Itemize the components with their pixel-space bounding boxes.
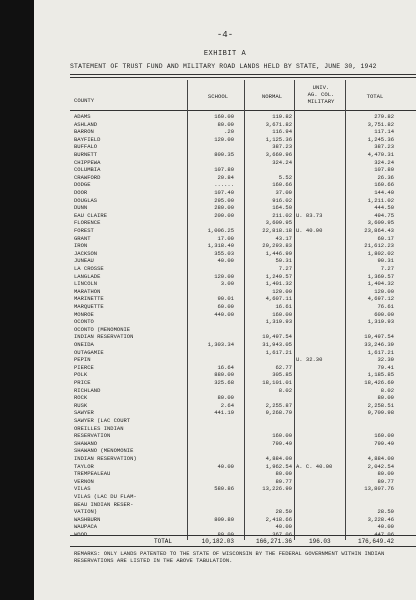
table-row [34, 159, 416, 167]
normal-value: 80.00 [275, 470, 292, 478]
remarks: REMARKS: ONLY LANDS PATENTED TO THE STATE OF WISCONSIN BY THE FEDERAL GOVERNMENT WITHIN INDIAN RESERVATIONS ARE LISTED IN THE ABOVE TABULATION. [74, 550, 385, 564]
total-value: 10,497.54 [364, 333, 394, 341]
top-rule [70, 74, 416, 75]
county-name: JUNEAU [74, 257, 94, 265]
total-value: 3,751.82 [367, 120, 394, 128]
table-row [34, 356, 416, 364]
total-value: 1,404.32 [367, 280, 394, 288]
county-name: POLK [74, 371, 88, 379]
total-value: 21,612.23 [364, 242, 394, 250]
normal-value: 4,884.00 [265, 455, 292, 462]
county-name: DUNN [74, 204, 88, 212]
totals-normal: 166,271.36 [255, 538, 292, 545]
normal-value: 1,319.93 [265, 318, 292, 326]
table-row [34, 166, 416, 174]
header-school: SCHOOL [207, 93, 229, 100]
total-value: 1,369.57 [367, 272, 394, 280]
county-name: BARRON [74, 128, 94, 136]
county-name: PEPIN [74, 356, 91, 364]
county-name: FOREST [74, 227, 94, 234]
table-row [34, 227, 416, 235]
school-value: 20.84 [217, 173, 234, 181]
exhibit-title: EXHIBIT A [203, 50, 247, 58]
normal-value: 1,617.21 [265, 348, 292, 356]
table-row [34, 318, 416, 326]
normal-value: 120.00 [272, 287, 292, 295]
school-value: 107.80 [214, 166, 234, 174]
header-rule [70, 110, 416, 111]
table-row [34, 128, 416, 136]
school-value: 60.00 [217, 303, 234, 310]
table-row [34, 387, 416, 395]
county-name: BUFFALO [74, 143, 98, 151]
top-rule-double [70, 77, 416, 78]
school-value: 295.00 [214, 196, 234, 204]
table-row [34, 121, 416, 129]
total-value: 387.23 [374, 143, 394, 151]
statement-title: STATEMENT OF TRUST FUND AND MILITARY ROAD LANDS HELD BY STATE, JUNE 30, 1942 [70, 63, 377, 70]
normal-value: 1,249.57 [265, 272, 292, 280]
header-total: TOTAL [366, 93, 384, 100]
table-row [34, 432, 416, 440]
header-county: COUNTY [74, 97, 95, 104]
county-name: WASHBURN [74, 515, 101, 523]
table-row [34, 333, 416, 341]
table-row [34, 508, 416, 516]
table-row [34, 523, 416, 531]
school-value: 800.35 [214, 151, 234, 158]
school-value: 3.00 [220, 280, 234, 288]
table-row [34, 455, 416, 463]
table-row [34, 113, 416, 121]
normal-value: 164.50 [272, 204, 292, 212]
table-row [34, 485, 416, 493]
table-row [34, 447, 416, 455]
total-value: 33,246.39 [364, 341, 394, 348]
normal-value: 89.77 [275, 477, 292, 485]
school-value: 355.03 [214, 249, 234, 257]
table-row [34, 280, 416, 288]
normal-value: 62.77 [275, 363, 292, 371]
normal-value: 9,268.79 [265, 409, 292, 417]
school-value: 80.00 [217, 394, 234, 402]
normal-value: 7.27 [278, 265, 292, 272]
normal-value: 1,446.99 [265, 249, 292, 257]
normal-value: 22,818.18 [262, 227, 292, 234]
table-row [34, 257, 416, 265]
total-value: 89.77 [377, 477, 394, 485]
county-name: WAUPACA [74, 523, 98, 531]
total-value: 4,470.31 [367, 151, 394, 158]
county-name: TAYLOR [74, 462, 94, 470]
total-value: 18,426.69 [364, 379, 394, 386]
table-row [34, 295, 416, 303]
header-univ [296, 84, 346, 105]
school-value: 441.19 [214, 409, 234, 417]
total-value: 117.14 [374, 128, 394, 136]
normal-value: 160.00 [272, 432, 292, 440]
normal-value: 3,671.82 [265, 120, 292, 128]
totals-univ: 196.03 [309, 538, 331, 545]
table-row [34, 402, 416, 410]
table-row [34, 409, 416, 417]
total-value: 1,245.36 [367, 135, 394, 143]
school-value: 440.00 [214, 310, 234, 318]
total-value: 1,319.93 [367, 318, 394, 326]
totals-school: 10,182.03 [201, 538, 234, 545]
school-value: 880.00 [214, 371, 234, 379]
total-value: 32.30 [377, 356, 394, 364]
total-value: 600.00 [374, 310, 394, 318]
normal-value: 160.66 [272, 181, 292, 189]
totals-label: TOTAL [154, 538, 173, 545]
total-value: 279.82 [374, 113, 394, 120]
county-name: BAYFIELD [74, 135, 101, 143]
normal-value: 13,226.90 [262, 485, 292, 493]
total-value: 13,807.76 [364, 485, 394, 493]
table-row [34, 219, 416, 227]
total-value: 26.36 [377, 173, 394, 181]
total-value: 160.66 [374, 181, 394, 189]
school-value: 1,303.34 [207, 341, 234, 348]
header-univ-line3: MILITARY [307, 98, 335, 105]
table-row [34, 326, 416, 334]
county-name: VATION) [74, 508, 98, 516]
normal-value: 3,609.95 [265, 219, 292, 227]
county-name: CHIPPEWA [74, 158, 101, 166]
county-name: RUSK [74, 401, 88, 409]
total-value: 160.00 [374, 432, 394, 440]
table-row [34, 493, 416, 501]
total-value: 1,211.02 [367, 196, 394, 204]
total-value: 28.50 [377, 508, 394, 516]
county-name: MARINETTE [74, 295, 104, 303]
totals-total: 176,649.42 [357, 538, 394, 545]
school-value: 80.00 [217, 120, 234, 128]
school-value: 1,006.25 [207, 227, 234, 234]
county-name: SHAWANO (MENOMONIE [74, 447, 134, 455]
school-value: 325.68 [214, 379, 234, 386]
total-value: 324.24 [374, 158, 394, 166]
county-name: MARQUETTE [74, 303, 104, 310]
normal-value: 4,607.11 [265, 295, 292, 303]
county-name: RICHLAND [74, 386, 101, 394]
normal-value: 10,497.54 [262, 333, 292, 341]
document-page [34, 0, 416, 600]
total-value: 107.80 [374, 166, 394, 174]
table-row [34, 288, 416, 296]
normal-value: 8.02 [278, 386, 292, 394]
normal-value: 1,962.54 [265, 462, 292, 470]
table-row [34, 478, 416, 486]
table-row [34, 349, 416, 357]
county-name: ADAMS [74, 113, 91, 120]
normal-value: 2,418.66 [265, 515, 292, 523]
total-value: 80.00 [377, 394, 394, 402]
county-name: BEAU INDIAN RESER- [74, 500, 134, 508]
county-name: VILAS [74, 485, 91, 493]
county-name: VERNON [74, 477, 94, 485]
school-value: 160.00 [214, 113, 234, 120]
county-name: PRICE [74, 379, 91, 386]
table-row [34, 189, 416, 197]
normal-value: 160.00 [272, 310, 292, 318]
total-value: 144.40 [374, 189, 394, 196]
county-name: COLUMBIA [74, 166, 101, 174]
table-row [34, 470, 416, 478]
table-row [34, 204, 416, 212]
county-name: ASHLAND [74, 120, 98, 128]
school-value: 40.00 [217, 257, 234, 265]
totals-row [34, 537, 416, 546]
county-name: MONROE [74, 310, 94, 318]
total-rule [70, 535, 416, 536]
table-row [34, 394, 416, 402]
school-value: 17.00 [217, 234, 234, 242]
county-name: SAWYER (LAC COURT [74, 417, 131, 424]
table-row [34, 371, 416, 379]
header-normal: NORMAL [261, 93, 283, 100]
table-row [34, 273, 416, 281]
school-value: .20 [224, 128, 234, 136]
county-name: OUTAGAMIE [74, 348, 104, 356]
normal-value: 1,125.36 [265, 135, 292, 143]
county-name: BURNETT [74, 151, 98, 158]
total-value: 2,258.51 [367, 401, 394, 409]
county-name: JACKSON [74, 249, 98, 257]
univ-value: U. 40.00 [296, 227, 323, 234]
normal-value: 324.24 [272, 158, 292, 166]
table-row [34, 379, 416, 387]
county-name: GRANT [74, 234, 91, 242]
county-name: SHAWANO [74, 439, 98, 447]
table-row [34, 197, 416, 205]
county-name: VILAS (LAC DU FLAM- [74, 493, 137, 500]
school-value: ...... [214, 181, 234, 189]
school-value: 107.40 [214, 189, 234, 196]
normal-value: 116.94 [272, 128, 292, 136]
county-name: DOUGLAS [74, 196, 98, 204]
total-value: 7.27 [380, 265, 394, 272]
total-value: 4,697.12 [367, 295, 394, 303]
table-row [34, 265, 416, 273]
total-value: 1,802.02 [367, 249, 394, 257]
school-value: 280.00 [214, 204, 234, 212]
total-value: 2,042.54 [367, 462, 394, 470]
table-row [34, 303, 416, 311]
county-name: LANGLADE [74, 272, 101, 280]
school-value: 120.00 [214, 272, 234, 280]
county-name: TREMPEALEAU [74, 470, 111, 478]
header-univ-line2: AG. COL. [307, 91, 335, 98]
header-univ-line1: UNIV. [312, 84, 330, 91]
normal-value: 37.00 [275, 189, 292, 196]
county-name: MARATHON [74, 287, 101, 295]
normal-value: 1,401.32 [265, 280, 292, 288]
normal-value: 3,669.96 [265, 151, 292, 158]
total-value: 80.00 [377, 470, 394, 478]
school-value: 2.64 [220, 401, 234, 409]
table-row [34, 242, 416, 250]
county-name: OCONTO [74, 318, 94, 326]
county-name: ROCK [74, 394, 88, 402]
county-name: OCONTO (MENOMONIE [74, 325, 131, 333]
table-row [34, 501, 416, 509]
county-name: DODGE [74, 181, 91, 189]
normal-value: 40.00 [275, 523, 292, 531]
normal-value: 5.52 [278, 173, 292, 181]
table-row [34, 136, 416, 144]
total-value: 60.17 [377, 234, 394, 242]
table-row [34, 250, 416, 258]
school-value: 90.01 [217, 295, 234, 303]
normal-value: 387.23 [272, 143, 292, 151]
table-row [34, 516, 416, 524]
total-value: 1,617.21 [367, 348, 394, 356]
normal-value: 43.17 [275, 234, 292, 242]
table-row [34, 212, 416, 220]
total-value: 1,185.85 [367, 371, 394, 379]
county-name: RESERVATION [74, 432, 111, 440]
normal-value: 305.85 [272, 371, 292, 379]
county-name: OREILLES INDIAN [74, 424, 124, 432]
county-name: INDIAN RESERVATION [74, 333, 134, 341]
school-value: 200.00 [214, 211, 234, 219]
univ-value: U. 83.73 [296, 211, 323, 219]
table-row [34, 440, 416, 448]
total-value: 120.00 [374, 287, 394, 295]
table-row [34, 181, 416, 189]
normal-value: 799.49 [272, 439, 292, 447]
total-value: 3,228.46 [367, 515, 394, 523]
normal-value: 119.82 [272, 113, 292, 120]
school-value: 580.86 [214, 485, 234, 493]
normal-value: 16.61 [275, 303, 292, 310]
normal-value: 18,101.01 [262, 379, 292, 386]
total-value: 9,709.98 [367, 409, 394, 417]
page-number: -4- [216, 30, 234, 40]
county-name: PIERCE [74, 363, 94, 371]
table-row [34, 364, 416, 372]
normal-value: 28.50 [275, 508, 292, 516]
county-name: IRON [74, 242, 88, 250]
county-name: INDIAN RESERVATION) [74, 455, 137, 462]
normal-value: 50.31 [275, 257, 292, 265]
county-name: LA CROSSE [74, 265, 104, 272]
total-value: 3,609.95 [367, 219, 394, 227]
normal-value: 916.02 [272, 196, 292, 204]
normal-value: 31,943.05 [262, 341, 292, 348]
school-value: 809.80 [214, 515, 234, 523]
normal-value: 20,293.83 [262, 242, 292, 250]
total-value: 8.02 [380, 386, 394, 394]
total-value: 799.49 [374, 439, 394, 447]
univ-value: A. C. 40.00 [296, 462, 333, 470]
school-value: 1,318.40 [207, 242, 234, 250]
total-value: 90.31 [377, 257, 394, 265]
table-row [34, 425, 416, 433]
univ-value: U. 32.30 [296, 356, 323, 364]
table-row [34, 463, 416, 471]
county-name: SAWYER [74, 409, 94, 417]
school-value: 16.64 [217, 363, 234, 371]
county-name: CRAWFORD [74, 173, 101, 181]
normal-value: 2,255.87 [265, 401, 292, 409]
total-value: 23,864.43 [364, 227, 394, 234]
county-name: LINCOLN [74, 280, 98, 288]
school-value: 40.00 [217, 462, 234, 470]
county-name: FLORENCE [74, 219, 101, 227]
table-row [34, 174, 416, 182]
table-row [34, 235, 416, 243]
total-value: 76.61 [377, 303, 394, 310]
total-value: 494.75 [374, 211, 394, 219]
county-name: EAU CLAIRE [74, 211, 108, 219]
school-value: 120.00 [214, 135, 234, 143]
bottom-rule [70, 546, 416, 547]
normal-value: 211.02 [272, 211, 292, 219]
table-row [34, 151, 416, 159]
table-row [34, 417, 416, 425]
table-row [34, 311, 416, 319]
total-value: 79.41 [377, 363, 394, 371]
table-row [34, 341, 416, 349]
table-row [34, 143, 416, 151]
total-value: 4,884.00 [367, 455, 394, 462]
total-value: 444.50 [374, 204, 394, 212]
county-name: DOOR [74, 189, 88, 196]
total-value: 40.00 [377, 523, 394, 531]
county-name: ONEIDA [74, 341, 94, 348]
